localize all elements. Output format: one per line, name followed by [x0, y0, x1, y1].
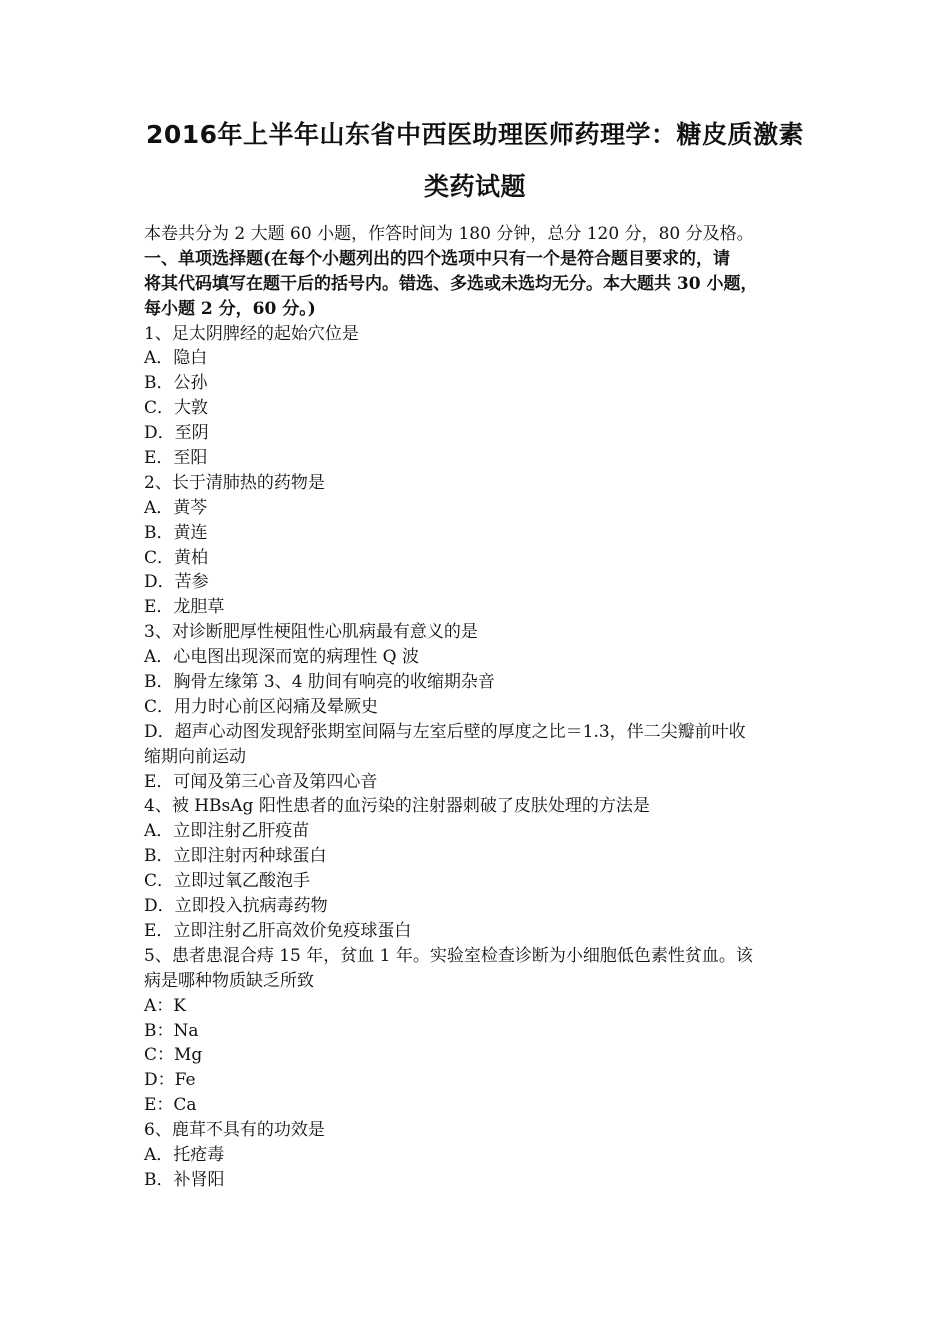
- question-stem: 2、长于清肺热的药物是: [144, 472, 325, 493]
- answer-option: E．可闻及第三心音及第四心音: [144, 771, 378, 792]
- section-heading-line: 将其代码填写在题干后的括号内。错选、多选或未选均无分。本大题共 30 小题，: [144, 273, 758, 294]
- answer-option: B．黄连: [144, 522, 208, 543]
- answer-option: D．苦参: [144, 572, 209, 593]
- question-stem: 1、足太阴脾经的起始穴位是: [144, 323, 359, 344]
- answer-option: D：Fe: [144, 1070, 196, 1091]
- answer-option: C．立即过氧乙酸泡手: [144, 871, 311, 892]
- question-stem-continued: 病是哪种物质缺乏所致: [144, 970, 314, 991]
- answer-option: A．立即注射乙肝疫苗: [144, 821, 310, 842]
- question-stem: 6、鹿茸不具有的功效是: [144, 1120, 325, 1141]
- answer-option: A．心电图出现深而宽的病理性 Q 波: [144, 647, 420, 668]
- answer-option: E．至阳: [144, 448, 208, 469]
- question-stem: 5、患者患混合痔 15 年，贫血 1 年。实验室检查诊断为小细胞低色素性贫血。该: [144, 945, 753, 966]
- answer-option: B．立即注射丙种球蛋白: [144, 846, 327, 867]
- answer-option: C．黄柏: [144, 547, 209, 568]
- answer-option: B：Na: [144, 1020, 199, 1041]
- answer-option: E：Ca: [144, 1095, 197, 1116]
- answer-option: D．立即投入抗病毒药物: [144, 896, 328, 917]
- answer-option: A．黄芩: [144, 497, 208, 518]
- answer-option: C：Mg: [144, 1045, 203, 1066]
- document-title-line-1: 2016年上半年山东省中西医助理医师药理学：糖皮质激素: [145, 120, 805, 149]
- exam-intro: 本卷共分为 2 大题 60 小题，作答时间为 180 分钟，总分 120 分，80 分及格。: [144, 224, 754, 244]
- answer-option: A：K: [144, 995, 186, 1016]
- answer-option: B．补肾阳: [144, 1169, 225, 1190]
- answer-option: E．立即注射乙肝高效价免疫球蛋白: [144, 920, 412, 941]
- answer-option: B．胸骨左缘第 3、4 肋间有响亮的收缩期杂音: [144, 672, 495, 693]
- document-title-line-2: 类药试题: [423, 172, 526, 201]
- answer-option: B．公孙: [144, 373, 208, 394]
- answer-option-continued: 缩期向前运动: [144, 746, 246, 767]
- section-heading-line: 一、单项选择题(在每个小题列出的四个选项中只有一个是符合题目要求的，请: [144, 248, 731, 269]
- answer-option: D．超声心动图发现舒张期室间隔与左室后壁的厚度之比＝1.3，伴二尖瓣前叶收: [144, 721, 746, 742]
- answer-option: C．大敦: [144, 398, 209, 419]
- answer-option: C．用力时心前区闷痛及晕厥史: [144, 696, 379, 717]
- answer-option: A．托疮毒: [144, 1144, 225, 1165]
- answer-option: A．隐白: [144, 348, 208, 369]
- answer-option: D．至阴: [144, 423, 209, 444]
- answer-option: E．龙胆草: [144, 597, 225, 618]
- question-stem: 3、对诊断肥厚性梗阻性心肌病最有意义的是: [144, 622, 478, 643]
- section-heading-line: 每小题 2 分，60 分。): [144, 298, 316, 319]
- document-body: [144, 222, 816, 1193]
- question-stem: 4、被 HBsAg 阳性患者的血污染的注射器刺破了皮肤处理的方法是: [144, 796, 650, 817]
